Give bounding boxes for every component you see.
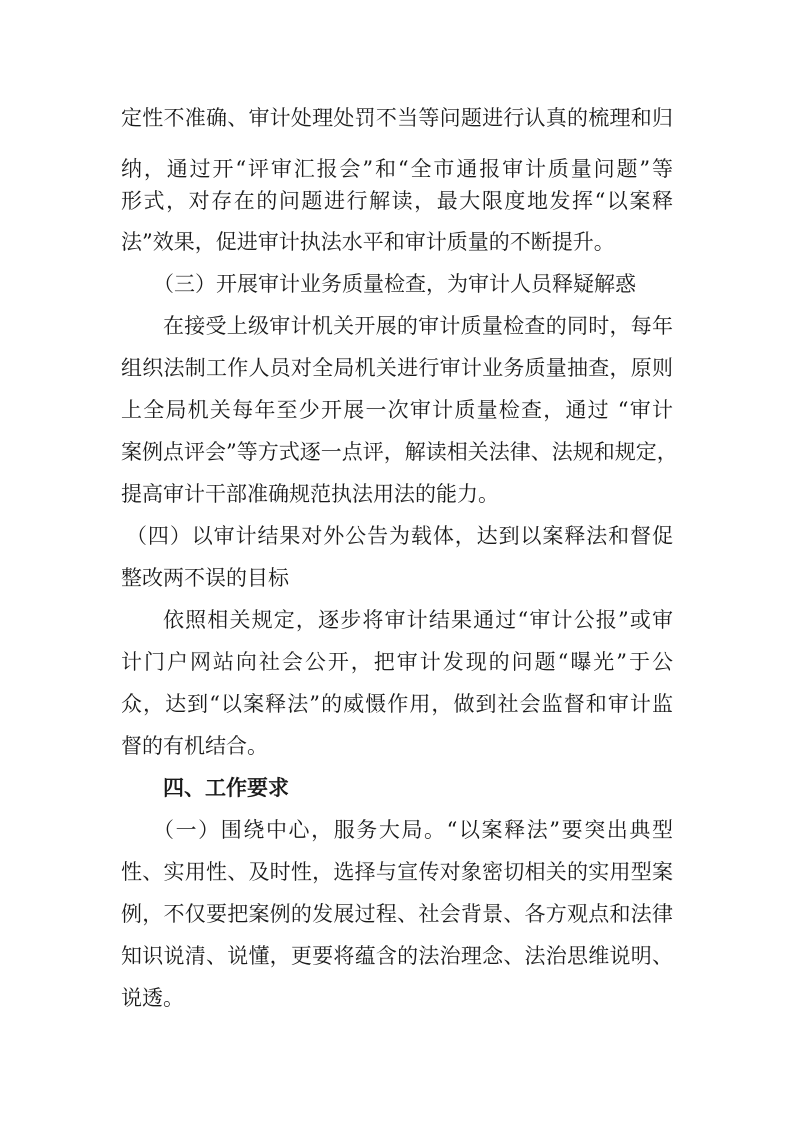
paragraph-line: 例，不仅要把案例的发展过程、社会背景、各方观点和法律	[121, 902, 673, 926]
subsection-heading: （四）以审计结果对外公告为载体，达到以案释法和督促	[126, 524, 673, 548]
paragraph-line: 计门户网站向社会公开，把审计发现的问题“曝光”于公	[121, 650, 673, 674]
paragraph-line: 说透。	[121, 986, 184, 1010]
paragraph-line: 形式，对存在的问题进行解读，最大限度地发挥“以案释	[121, 189, 673, 213]
paragraph-line: 依照相关规定，逐步将审计结果通过“审计公报”或审	[163, 608, 673, 632]
paragraph-line: 知识说清、说懂，更要将蕴含的法治理念、法治思维说明、	[121, 944, 673, 968]
paragraph-line: 众，达到“以案释法”的威慑作用，做到社会监督和审计监	[121, 692, 673, 716]
paragraph-line: 定性不准确、审计处理处罚不当等问题进行认真的梳理和归	[121, 106, 673, 130]
subsection-heading: （三）开展审计业务质量检查，为审计人员释疑解惑	[153, 272, 636, 296]
paragraph-line: 性、实用性、及时性，选择与宣传对象密切相关的实用型案	[121, 860, 673, 884]
subsection-heading-continued: 整改两不误的目标	[121, 566, 289, 590]
paragraph-line: 上全局机关每年至少开展一次审计质量检查，通过 “审计	[121, 398, 673, 422]
paragraph-line: 督的有机结合。	[121, 734, 268, 758]
section-heading: 四、工作要求	[163, 775, 289, 800]
paragraph-line: 法”效果，促进审计执法水平和审计质量的不断提升。	[121, 230, 615, 254]
paragraph-line: 案例点评会”等方式逐一点评，解读相关法律、法规和规定，	[121, 440, 678, 464]
paragraph-line: 提高审计干部准确规范执法用法的能力。	[121, 482, 499, 506]
paragraph-line: 在接受上级审计机关开展的审计质量检查的同时，每年	[163, 314, 673, 338]
paragraph-line: 组织法制工作人员对全局机关进行审计业务质量抽查，原则	[121, 356, 673, 380]
paragraph-line: 纳，通过开“评审汇报会”和“全市通报审计质量问题”等	[121, 157, 673, 181]
paragraph-line: （一）围绕中心，服务大局。“以案释法”要突出典型	[153, 818, 673, 842]
